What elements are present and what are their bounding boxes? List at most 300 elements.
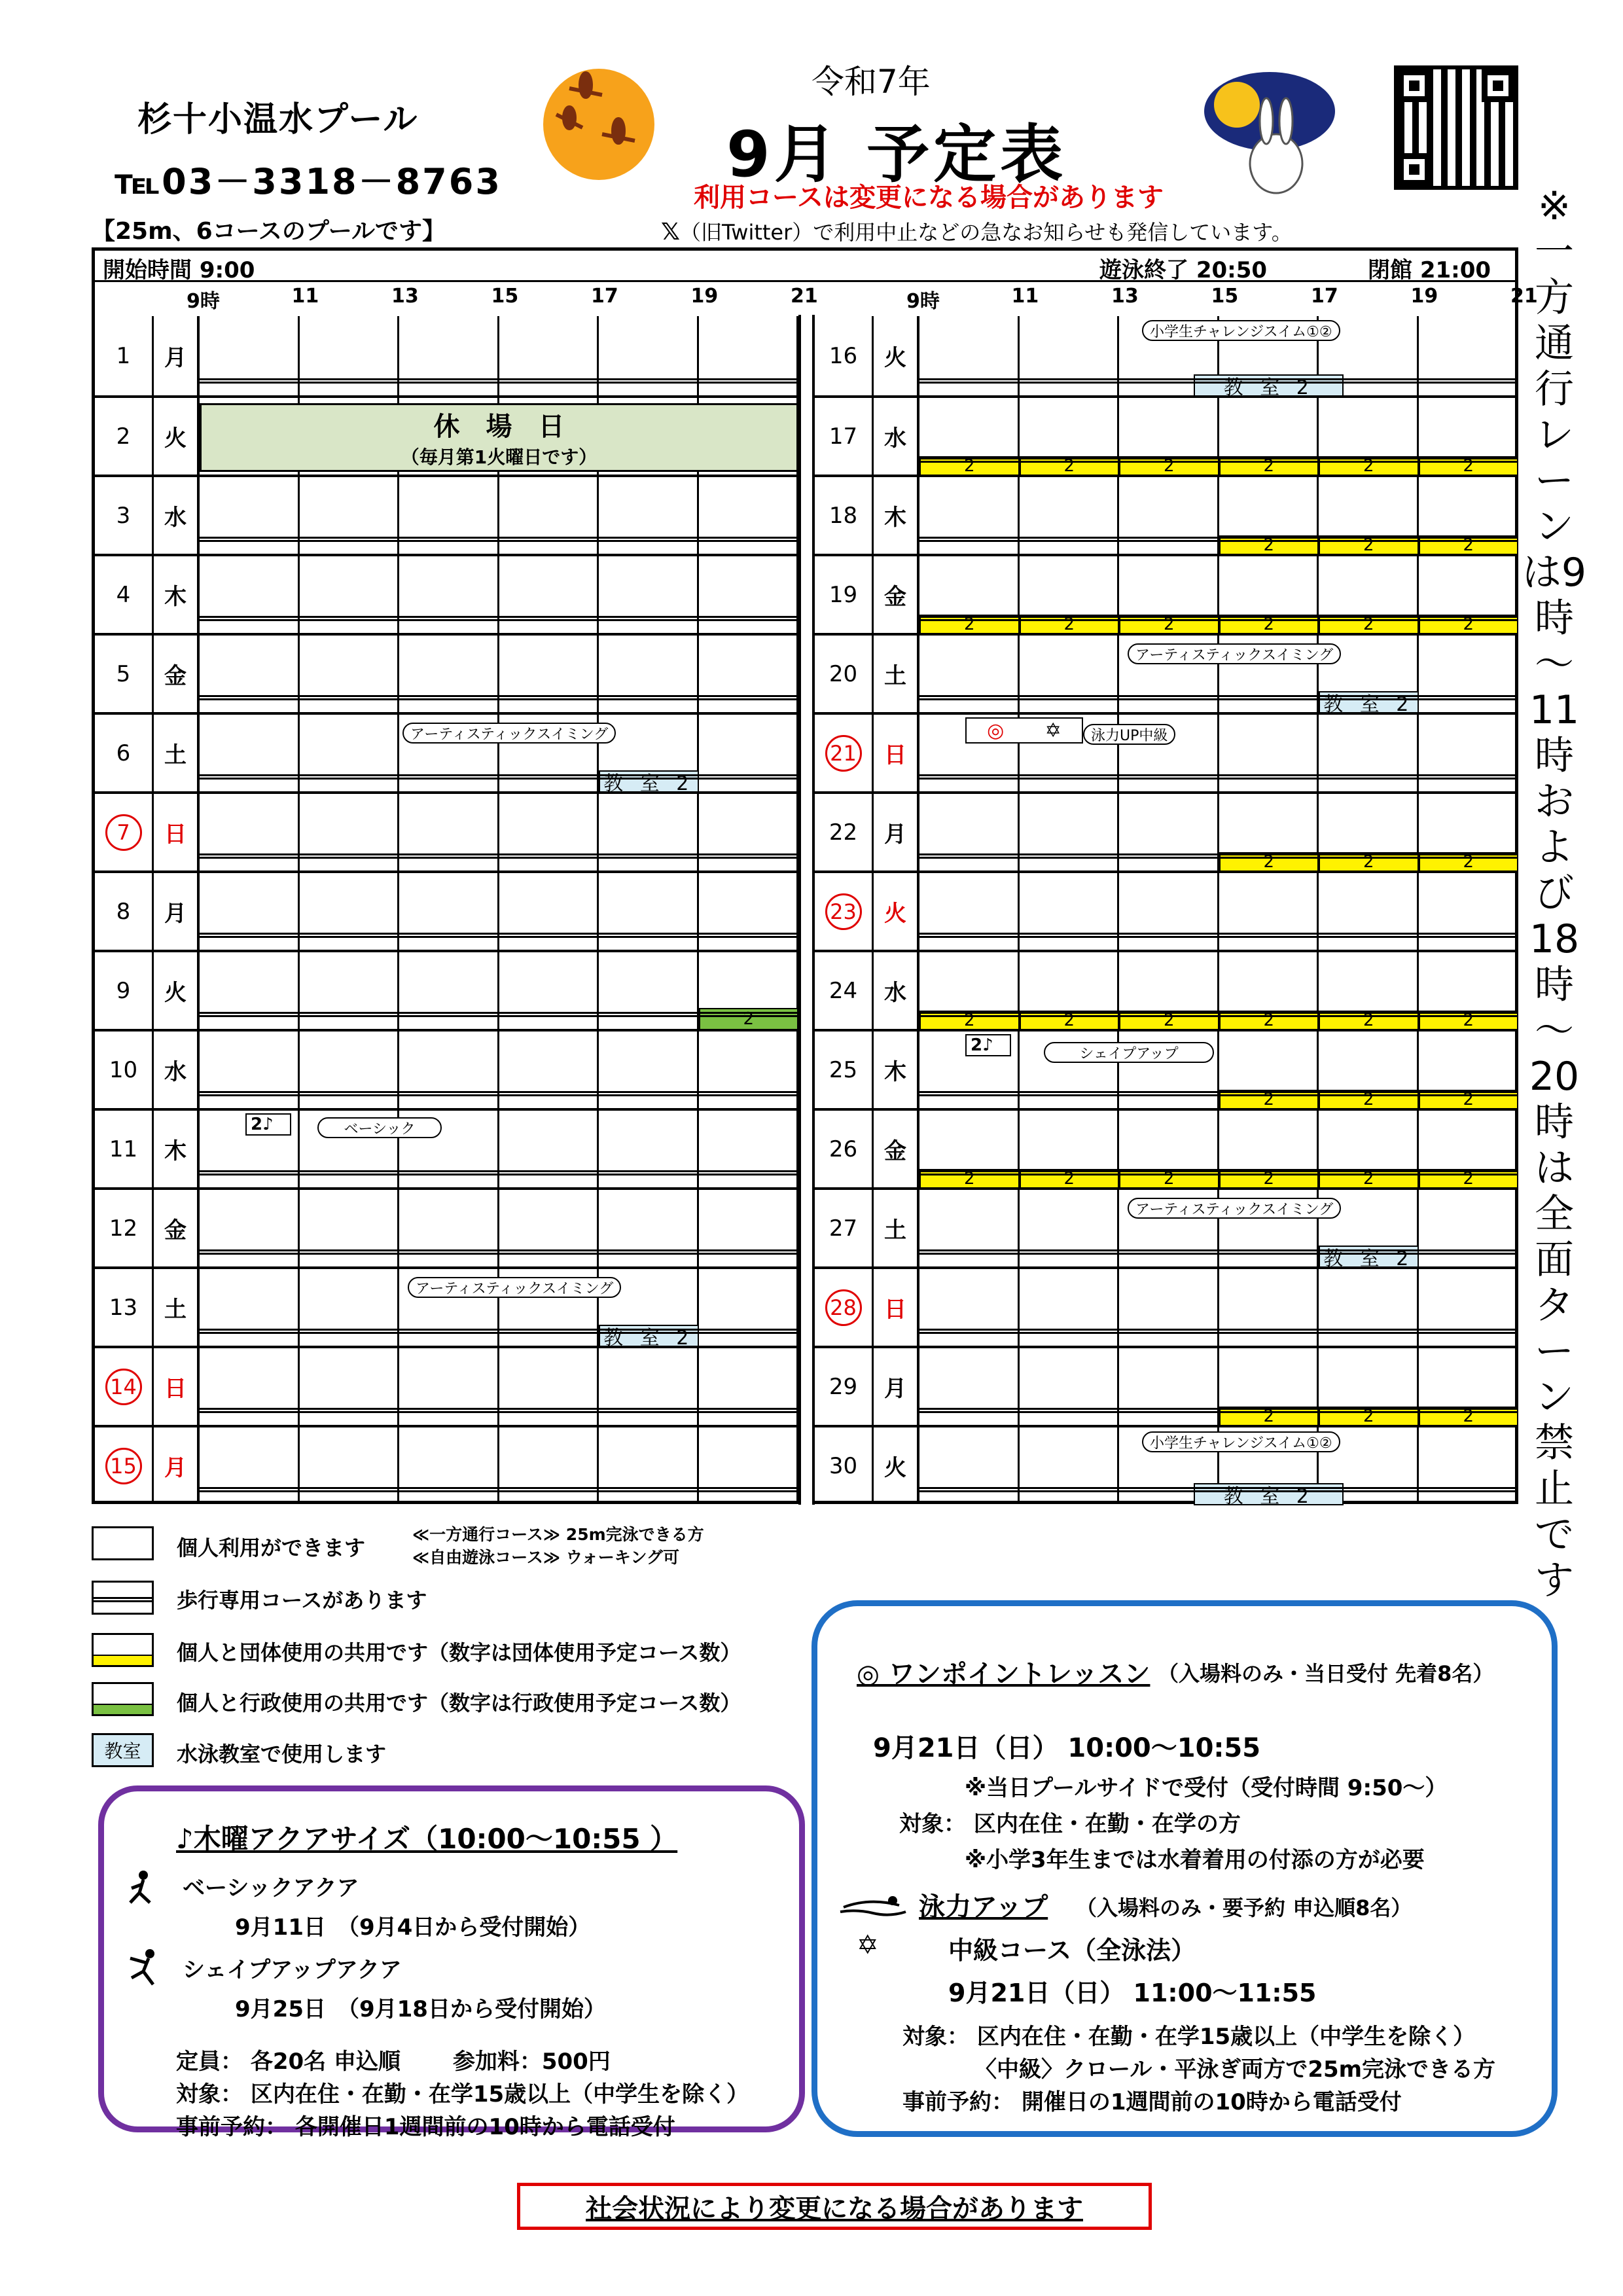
aquasize-target: 対象： 区内在住・在勤・在学15歳以上（中学生を除く） bbox=[176, 2081, 749, 2108]
holiday-day-circle: 15 bbox=[105, 1448, 142, 1484]
time-slot bbox=[300, 715, 400, 791]
day-number: 29 bbox=[815, 1348, 874, 1425]
time-slot bbox=[499, 1111, 599, 1187]
walking-lane bbox=[919, 616, 1518, 621]
legend-admin-swatch bbox=[92, 1682, 154, 1716]
basic-aqua-date: 9月11日 （9月4日から受付開始） bbox=[235, 1914, 591, 1941]
legend-walk: 歩行専用コースがあります bbox=[177, 1588, 427, 1613]
time-slot bbox=[1020, 1269, 1120, 1346]
group-use-bar: 2 bbox=[1419, 535, 1519, 555]
aquasize-capacity: 定員： 各20名 申込順 参加料：500円 bbox=[176, 2049, 611, 2075]
day-row bbox=[815, 633, 1518, 716]
hour-tick: 13 bbox=[1111, 285, 1139, 308]
day-row bbox=[95, 554, 798, 633]
closed-day-banner bbox=[200, 403, 798, 472]
walking-lane bbox=[200, 616, 798, 621]
walking-lane bbox=[919, 1170, 1518, 1175]
close-time: 閉館 21:00 bbox=[1368, 257, 1491, 283]
time-slot bbox=[1419, 873, 1519, 950]
time-slot bbox=[300, 952, 400, 1029]
time-slot bbox=[1020, 1427, 1120, 1504]
hour-tick: 19 bbox=[690, 285, 719, 308]
basic-aqua-figure-icon bbox=[124, 1870, 156, 1906]
holiday-day-circle: 7 bbox=[105, 814, 142, 851]
one-point-lesson-date: 9月21日（日） 10:00～10:55 bbox=[873, 1733, 1261, 1763]
swim-up-course: 中級コース（全泳法） bbox=[948, 1936, 1196, 1965]
legend-individual-swatch bbox=[92, 1526, 154, 1560]
walking-lane bbox=[200, 1487, 798, 1492]
time-slot bbox=[699, 873, 799, 950]
weekday: 土 bbox=[154, 1269, 200, 1346]
time-slot bbox=[200, 477, 300, 554]
time-slot bbox=[499, 794, 599, 870]
day-number: 30 bbox=[815, 1427, 874, 1504]
time-slot bbox=[300, 1269, 400, 1346]
class-block: 教 室 2 bbox=[599, 1325, 699, 1347]
time-slot bbox=[1319, 1269, 1419, 1346]
swim-end-time: 遊泳終了 20:50 bbox=[1099, 257, 1268, 283]
star-icon: ✡ bbox=[1044, 719, 1061, 742]
time-slots bbox=[200, 1348, 798, 1425]
open-time: 開始時間 9:00 bbox=[103, 257, 255, 283]
time-slot bbox=[200, 952, 300, 1029]
time-slot bbox=[1419, 1427, 1519, 1504]
time-slot bbox=[919, 477, 1020, 554]
day-row bbox=[95, 1187, 798, 1266]
one-point-lesson-reception: ※当日プールサイドで受付（受付時間 9:50～） bbox=[965, 1775, 1448, 1801]
weekday: 火 bbox=[874, 1427, 919, 1504]
course-change-warning: 利用コースは変更になる場合があります bbox=[694, 183, 1164, 213]
time-slots bbox=[919, 556, 1518, 633]
group-use-bar: 2 bbox=[1419, 1407, 1519, 1426]
day-row bbox=[95, 633, 798, 712]
time-slots bbox=[200, 1427, 798, 1504]
time-slot bbox=[919, 1427, 1020, 1504]
shapeup-aqua-date: 9月25日 （9月18日から受付開始） bbox=[235, 1996, 606, 2022]
legend-walk-swatch bbox=[92, 1581, 154, 1615]
day-number: 22 bbox=[815, 794, 874, 870]
swim-up-reservation: 事前予約： 開催日の1週間前の10時から電話受付 bbox=[902, 2089, 1402, 2115]
time-slot bbox=[499, 1427, 599, 1504]
time-slot bbox=[699, 1111, 799, 1187]
holiday-day-circle: 28 bbox=[825, 1289, 862, 1326]
walking-lane bbox=[200, 1170, 798, 1175]
time-slot bbox=[399, 636, 499, 712]
weekday: 日 bbox=[154, 794, 200, 870]
lesson-info-box bbox=[812, 1600, 1558, 2137]
time-slot bbox=[699, 556, 799, 633]
weekday: 木 bbox=[874, 477, 919, 554]
class-block: 教 室 2 bbox=[1319, 691, 1419, 713]
era-year: 令和7年 bbox=[812, 63, 931, 101]
walking-lane bbox=[919, 695, 1518, 700]
time-slot bbox=[399, 1190, 499, 1266]
time-slot bbox=[1219, 1269, 1319, 1346]
day-number bbox=[815, 1269, 874, 1346]
day-row bbox=[95, 870, 798, 950]
time-slot bbox=[399, 1427, 499, 1504]
weekday: 水 bbox=[154, 1031, 200, 1108]
time-slot bbox=[200, 1348, 300, 1425]
day-number: 17 bbox=[815, 398, 874, 475]
day-row bbox=[95, 1029, 798, 1108]
schedule-calendar bbox=[92, 247, 1538, 1508]
star-icon: ✡ bbox=[857, 1930, 879, 1960]
walking-lane bbox=[919, 537, 1518, 542]
time-slot bbox=[499, 873, 599, 950]
time-slots bbox=[200, 556, 798, 633]
challenge-swim-label: 小学生チャレンジスイム①② bbox=[1142, 320, 1340, 341]
legend-admin: 個人と行政使用の共用です（数字は行政使用予定コース数） bbox=[177, 1691, 741, 1715]
weekday: 木 bbox=[154, 556, 200, 633]
day-number: 18 bbox=[815, 477, 874, 554]
time-slot bbox=[300, 1190, 400, 1266]
day-number: 6 bbox=[95, 715, 154, 791]
walking-lane bbox=[919, 774, 1518, 780]
time-slots bbox=[200, 873, 798, 950]
day-row bbox=[95, 475, 798, 554]
time-slot bbox=[399, 477, 499, 554]
time-slot bbox=[599, 556, 699, 633]
day-row bbox=[95, 1266, 798, 1350]
time-slot bbox=[200, 1269, 300, 1346]
time-slot bbox=[200, 794, 300, 870]
group-use-bar: 2 bbox=[1119, 615, 1219, 634]
time-slots bbox=[919, 715, 1518, 791]
walking-lane bbox=[200, 1012, 798, 1017]
time-slot bbox=[599, 636, 699, 712]
weekday: 水 bbox=[874, 398, 919, 475]
walking-lane bbox=[200, 1329, 798, 1334]
day-number: 19 bbox=[815, 556, 874, 633]
group-use-bar: 2 bbox=[1319, 1090, 1419, 1109]
hour-tick: 9時 bbox=[906, 290, 940, 313]
walking-lane bbox=[919, 1012, 1518, 1017]
time-slots bbox=[200, 794, 798, 870]
swim-up-target: 対象： 区内在住・在勤・在学15歳以上（中学生を除く） bbox=[902, 2024, 1476, 2050]
walking-lane bbox=[200, 774, 798, 780]
time-slots bbox=[919, 1190, 1518, 1270]
one-point-lesson-note: （入場料のみ・当日受付 先着8名） bbox=[1158, 1661, 1494, 1686]
admin-use-bar: 2 bbox=[699, 1008, 799, 1030]
time-slots bbox=[919, 1031, 1518, 1108]
time-slot bbox=[399, 556, 499, 633]
time-slot bbox=[399, 952, 499, 1029]
group-use-bar: 2 bbox=[1319, 1169, 1419, 1189]
walking-lane bbox=[200, 378, 798, 384]
time-slot bbox=[300, 1427, 400, 1504]
group-use-bar: 2 bbox=[1020, 1011, 1120, 1030]
weekday: 金 bbox=[874, 556, 919, 633]
day-number bbox=[95, 1348, 154, 1425]
challenge-swim-label: 小学生チャレンジスイム①② bbox=[1142, 1431, 1340, 1452]
time-slots bbox=[200, 398, 798, 475]
time-slots bbox=[919, 952, 1518, 1029]
hour-tick: 13 bbox=[391, 285, 419, 308]
time-slot bbox=[699, 1427, 799, 1504]
group-use-bar: 2 bbox=[1119, 456, 1219, 476]
group-use-bar: 2 bbox=[919, 456, 1020, 476]
time-slot bbox=[1419, 636, 1519, 712]
group-use-bar: 2 bbox=[1419, 456, 1519, 476]
time-slot bbox=[300, 1348, 400, 1425]
time-slots bbox=[200, 1031, 798, 1108]
day-row bbox=[815, 554, 1518, 633]
weekday: 金 bbox=[874, 1111, 919, 1187]
day-number bbox=[95, 794, 154, 870]
weekday: 木 bbox=[154, 1111, 200, 1187]
time-slots bbox=[200, 1269, 798, 1350]
group-use-bar: 2 bbox=[1219, 1407, 1319, 1426]
legend-group-swatch bbox=[92, 1633, 154, 1667]
hour-tick: 21 bbox=[791, 285, 818, 308]
time-slot bbox=[1020, 1348, 1120, 1425]
day-number bbox=[95, 1427, 154, 1504]
time-slots bbox=[919, 398, 1518, 475]
day-number bbox=[815, 873, 874, 950]
day-number: 13 bbox=[95, 1269, 154, 1346]
double-circle-icon: ◎ bbox=[987, 719, 1005, 742]
day-number: 10 bbox=[95, 1031, 154, 1108]
time-slot bbox=[499, 952, 599, 1029]
time-slot bbox=[1119, 794, 1219, 870]
pool-phone: ℡03－3318－8763 bbox=[115, 161, 502, 202]
walking-lane bbox=[200, 695, 798, 700]
artistic-swimming-label: アーティスティックスイミング bbox=[402, 723, 616, 744]
page-title: 9月 予定表 bbox=[726, 118, 1067, 191]
time-slots bbox=[200, 1190, 798, 1266]
one-point-lesson-swimsuit: ※小学3年生までは水着着用の付添の方が必要 bbox=[965, 1847, 1425, 1873]
one-point-lesson-target: 対象： 区内在住・在勤・在学の方 bbox=[899, 1811, 1241, 1837]
time-slot bbox=[699, 477, 799, 554]
time-slots bbox=[200, 952, 798, 1029]
day-number: 5 bbox=[95, 636, 154, 712]
group-use-bar: 2 bbox=[1219, 1090, 1319, 1109]
class-block: 教 室 2 bbox=[1319, 1246, 1419, 1268]
weekday: 土 bbox=[874, 1190, 919, 1266]
legend-individual: 個人利用ができます bbox=[177, 1535, 366, 1560]
day-row bbox=[95, 1425, 798, 1504]
basic-aqua-name: ベーシックアクア bbox=[183, 1875, 359, 1901]
hour-tick: 17 bbox=[1311, 285, 1338, 308]
time-slot bbox=[1219, 873, 1319, 950]
group-use-bar: 2 bbox=[1319, 1011, 1419, 1030]
hour-tick: 9時 bbox=[187, 290, 220, 313]
day-row bbox=[95, 712, 798, 795]
one-point-lesson-title: ◎ ワンポイントレッスン bbox=[857, 1659, 1150, 1689]
time-slot bbox=[1020, 794, 1120, 870]
pool-description: 【25m、6コースのプールです】 bbox=[92, 218, 446, 245]
day-number: 11 bbox=[95, 1111, 154, 1187]
day-row bbox=[815, 1425, 1518, 1508]
legend-individual-sub1: ≪一方通行コース≫ 25m完泳できる方 bbox=[412, 1525, 704, 1544]
legend-group: 個人と団体使用の共用です（数字は団体使用予定コース数） bbox=[177, 1640, 741, 1665]
aquasize-title: ♪木曜アクアサイズ（10:00～10:55 ） bbox=[176, 1823, 678, 1855]
group-use-bar: 2 bbox=[1419, 852, 1519, 872]
swim-up-title: 泳力アップ bbox=[919, 1892, 1048, 1922]
time-slot bbox=[699, 715, 799, 791]
artistic-swimming-label: アーティスティックスイミング bbox=[1128, 643, 1341, 664]
time-slots bbox=[200, 715, 798, 795]
day-number: 24 bbox=[815, 952, 874, 1029]
time-slot bbox=[599, 1111, 699, 1187]
time-slot bbox=[699, 636, 799, 712]
weekday: 金 bbox=[154, 1190, 200, 1266]
day-row bbox=[95, 1108, 798, 1187]
day-row bbox=[815, 870, 1518, 950]
group-use-bar: 2 bbox=[1020, 1169, 1120, 1189]
weekday: 月 bbox=[154, 873, 200, 950]
group-use-bar: 2 bbox=[1119, 1169, 1219, 1189]
time-slots bbox=[919, 636, 1518, 716]
day-number: 27 bbox=[815, 1190, 874, 1266]
basic-aqua-label: ベーシック bbox=[317, 1117, 442, 1138]
holiday-day-circle: 14 bbox=[105, 1369, 142, 1405]
time-slot bbox=[1319, 873, 1419, 950]
weekday: 日 bbox=[874, 1269, 919, 1346]
shapeup-aqua-figure-icon bbox=[124, 1948, 163, 1988]
time-slot bbox=[399, 1348, 499, 1425]
hour-tick: 17 bbox=[591, 285, 618, 308]
time-slot bbox=[699, 794, 799, 870]
time-slot bbox=[200, 556, 300, 633]
time-slot bbox=[200, 1190, 300, 1266]
swimmer-icon bbox=[837, 1891, 909, 1917]
shapeup-aqua-name: シェイプアップアクア bbox=[183, 1957, 402, 1983]
time-slot bbox=[699, 1031, 799, 1108]
group-use-bar: 2 bbox=[1119, 1011, 1219, 1030]
day-row bbox=[815, 1266, 1518, 1346]
shapeup-aqua-label: シェイプアップ bbox=[1044, 1042, 1214, 1063]
time-slot bbox=[499, 1190, 599, 1266]
basic-aqua-marker: 2♪ bbox=[245, 1113, 291, 1136]
time-slot bbox=[300, 556, 400, 633]
day-row bbox=[815, 316, 1518, 399]
shapeup-aqua-marker: 2♪ bbox=[965, 1034, 1011, 1056]
qr-code[interactable] bbox=[1394, 65, 1518, 190]
swim-up-note: （入場料のみ・要予約 申込順8名） bbox=[1076, 1895, 1412, 1920]
group-use-bar: 2 bbox=[1319, 535, 1419, 555]
hour-tick: 21 bbox=[1510, 285, 1538, 308]
group-use-bar: 2 bbox=[1419, 1169, 1519, 1189]
walking-lane bbox=[919, 853, 1518, 859]
time-slot bbox=[599, 794, 699, 870]
swim-up-date: 9月21日（日） 11:00～11:55 bbox=[948, 1979, 1317, 2007]
weekday: 月 bbox=[154, 316, 200, 395]
day-row bbox=[95, 1346, 798, 1425]
time-slot bbox=[919, 794, 1020, 870]
time-slots bbox=[919, 1427, 1518, 1508]
time-slot bbox=[499, 477, 599, 554]
time-slot bbox=[399, 1031, 499, 1108]
weekday: 水 bbox=[874, 952, 919, 1029]
time-slot bbox=[919, 1348, 1020, 1425]
walking-lane bbox=[200, 1249, 798, 1255]
day-row bbox=[815, 791, 1518, 870]
x-notice-text: （旧Twitter）で利用中止などの急なお知らせも発信しています。 bbox=[680, 220, 1293, 245]
time-slot bbox=[1419, 1190, 1519, 1266]
holiday-day-circle: 21 bbox=[825, 735, 862, 772]
time-slot bbox=[599, 873, 699, 950]
day-number: 12 bbox=[95, 1190, 154, 1266]
day-number: 8 bbox=[95, 873, 154, 950]
artistic-swimming-label: アーティスティックスイミング bbox=[1128, 1198, 1341, 1219]
group-use-bar: 2 bbox=[1219, 615, 1319, 634]
day-row bbox=[95, 791, 798, 870]
group-use-bar: 2 bbox=[1219, 1169, 1319, 1189]
walking-lane bbox=[919, 378, 1518, 384]
time-slot bbox=[1020, 636, 1120, 712]
walking-lane bbox=[919, 933, 1518, 938]
walking-lane bbox=[200, 537, 798, 542]
weekday: 水 bbox=[154, 477, 200, 554]
day-row bbox=[95, 395, 798, 475]
day-row bbox=[815, 1029, 1518, 1108]
time-slot bbox=[919, 636, 1020, 712]
walking-lane bbox=[919, 1487, 1518, 1492]
calendar-right-panel bbox=[815, 316, 1518, 1508]
group-use-bar: 2 bbox=[1319, 456, 1419, 476]
time-slot bbox=[200, 715, 300, 791]
time-slot bbox=[919, 1269, 1020, 1346]
hour-tick: 11 bbox=[1011, 285, 1039, 308]
closed-day-title: 休 場 日 bbox=[433, 412, 565, 442]
time-slot bbox=[1119, 477, 1219, 554]
legend-class: 水泳教室で使用します bbox=[177, 1742, 387, 1767]
weekday: 木 bbox=[874, 1031, 919, 1108]
walking-lane bbox=[919, 1329, 1518, 1334]
one-way-lane-note: ※一方通行レーンは9時～11時および18時～20時は全面ターン禁止です bbox=[1522, 183, 1587, 1604]
moon-rabbit-icon bbox=[1198, 65, 1342, 203]
group-use-bar: 2 bbox=[1319, 852, 1419, 872]
day-row bbox=[815, 475, 1518, 554]
group-use-bar: 2 bbox=[1020, 456, 1120, 476]
day-number: 3 bbox=[95, 477, 154, 554]
walking-lane bbox=[200, 1091, 798, 1096]
time-slot bbox=[499, 636, 599, 712]
time-slot bbox=[599, 1031, 699, 1108]
hour-tick: 15 bbox=[1211, 285, 1239, 308]
group-use-bar: 2 bbox=[1319, 1407, 1419, 1426]
legend-individual-sub2: ≪自由遊泳コース≫ ウォーキング可 bbox=[412, 1548, 680, 1567]
artistic-swimming-label: アーティスティックスイミング bbox=[408, 1277, 621, 1298]
group-use-bar: 2 bbox=[919, 615, 1020, 634]
group-use-bar: 2 bbox=[1419, 1011, 1519, 1030]
time-slots bbox=[200, 477, 798, 554]
day-row bbox=[815, 395, 1518, 475]
time-slot bbox=[1419, 1269, 1519, 1346]
hour-tick: 15 bbox=[491, 285, 519, 308]
group-use-bar: 2 bbox=[1419, 1090, 1519, 1109]
group-use-bar: 2 bbox=[1020, 615, 1120, 634]
time-slot bbox=[599, 1427, 699, 1504]
day-number: 2 bbox=[95, 398, 154, 475]
time-slots bbox=[919, 873, 1518, 950]
time-slot bbox=[599, 1348, 699, 1425]
time-slot bbox=[1119, 873, 1219, 950]
group-use-bar: 2 bbox=[919, 1169, 1020, 1189]
time-slot bbox=[499, 1031, 599, 1108]
aquasize-reservation: 事前予約： 各開催日1週間前の10時から電話受付 bbox=[176, 2114, 675, 2140]
time-slots bbox=[919, 1348, 1518, 1425]
time-slot bbox=[499, 556, 599, 633]
time-slot bbox=[599, 477, 699, 554]
weekday: 土 bbox=[154, 715, 200, 791]
class-block: 教 室 2 bbox=[1194, 1483, 1344, 1505]
day-number: 25 bbox=[815, 1031, 874, 1108]
time-slot bbox=[1319, 715, 1419, 791]
walking-lane bbox=[919, 1091, 1518, 1096]
